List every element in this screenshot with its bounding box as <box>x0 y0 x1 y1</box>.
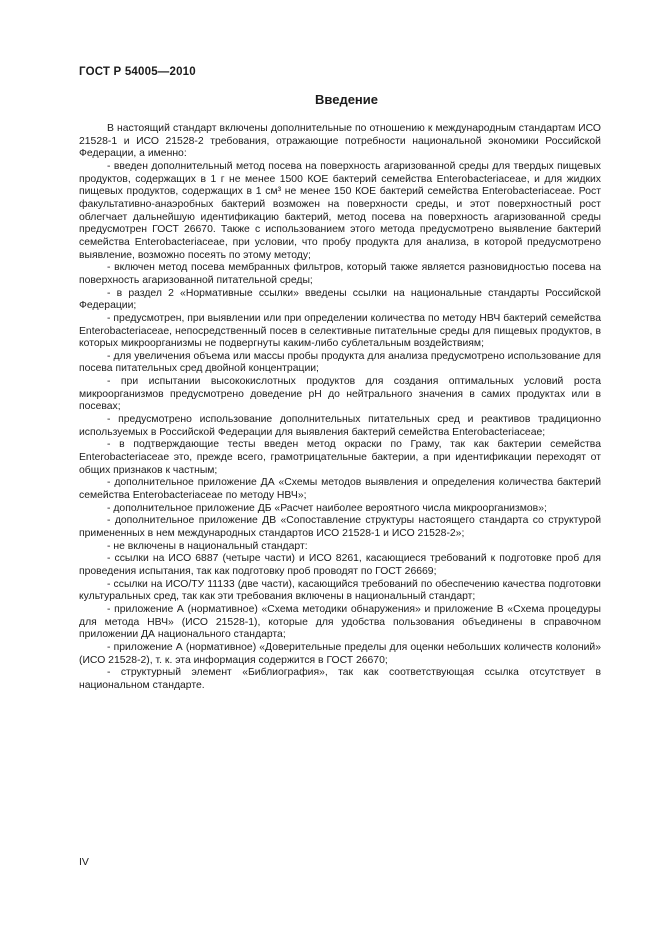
paragraph-intro: В настоящий стандарт включены дополнительные по отношению к международным стандартам ИСО 21528-1 и ИСО 21528-2 требования, отражающие потребности национальной экономики Российской Федерации, а именно: <box>79 123 601 160</box>
introduction-body <box>79 123 601 693</box>
list-item-appendix-db: - дополнительное приложение ДБ «Расчет наиболее вероятного числа микроорганизмов»; <box>107 502 547 514</box>
section-title-container <box>79 92 601 107</box>
section-title: Введение <box>315 92 378 107</box>
list-item-membrane-filters: - включен метод посева мембранных фильтров, который также является разновидностью посева на поверхность агаризованной питательной среды; <box>79 262 601 286</box>
list-item-appendix-da: - дополнительное приложение ДА «Схемы методов выявления и определения количества бактерий семейства Enterobacteriaceae по методу НВЧ»; <box>79 477 601 502</box>
list-item-surface-seeding: - введен дополнительный метод посева на поверхность агаризованной среды для твердых пищевых продуктов, содержащих в 1 г не менее 1500 КОЕ бактерий семейства Enterobacteriaceae, и для жидких пищевых продуктов, содержащих в 1 см³ не менее 150 КОЕ бактерий семейства Enterobacteriaceae. Рост факультативно-анаэробных бактерий возможен на поверхности среды, и этот поверхностный рост облегчает дальнейшую идентификацию бактерий, метод посева на поверхность агаризованной среды предусмотрен ГОСТ 26670. Также с использованием этого метода предусмотрено выявление бактерий семейства Enterobacteriaceae, при условии, что пробу продукта для анализа, в которой предусмотрено выявление, возможно посеять по этому методу; <box>79 160 601 261</box>
list-item-additional-media: - предусмотрено использование дополнительных питательных сред и реактивов традиционно используемых в Российской Федерации для выявления бактерий семейства Enterobacteriaceae; <box>79 414 601 438</box>
list-item-appendix-a-b: - приложение А (нормативное) «Схема методики обнаружения» и приложение В «Схема процедуры для метода НВЧ» (ИСО 21528-1), которые для удобства пользования объединены в справочном приложении ДА национального стандарта; <box>79 603 601 641</box>
list-item-bibliography: - структурный элемент «Библиография», так как соответствующая ссылка отсутствует в национальном стандарте. <box>79 667 601 691</box>
list-item-double-concentration: - для увеличения объема или массы пробы продукта для анализа предусмотрено использование для посева питательных сред двойной концентрации; <box>79 350 601 375</box>
page-number: IV <box>79 856 89 868</box>
list-item-ph-adjustment: - при испытании высококислотных продуктов для создания оптимальных условий роста микроорганизмов предусмотрено доведение рН до нейтрального значения в самих продуктах или в посевах; <box>79 376 601 413</box>
list-item-appendix-dv: - дополнительное приложение ДВ «Сопоставление структуры настоящего стандарта со структурой примененных в нем международных стандартов ИСО 21528-1 и ИСО 21528-2»; <box>79 515 601 539</box>
list-item-gram-stain: - в подтверждающие тесты введен метод окраски по Граму, так как бактерии семейства Enterobacteriaceae это, прежде всего, грамотрицательные бактерии, а при идентификации переходят от общих признаков к частным; <box>79 439 601 476</box>
standard-code-header: ГОСТ Р 54005—2010 <box>79 66 196 78</box>
list-item-appendix-a-confidence: - приложение А (нормативное) «Доверительные пределы для оценки небольших количеств колоний» (ИСО 21528-2), т. к. эта информация содержится в ГОСТ 26670; <box>79 641 601 666</box>
list-item-iso-ts-11133: - ссылки на ИСО/ТУ 11133 (две части), касающийся требований по обеспечению качества подготовки культуральных сред, так как эти требования включены в национальный стандарт; <box>79 578 601 603</box>
list-item-direct-seeding: - предусмотрен, при выявлении или при определении количества по методу НВЧ бактерий семейства Enterobacteriaceae, непосредственный посев в селективные питательные среды для пищевых продуктов, в которых микроорганизмы не подвергнуты каким-либо сублетальным воздействиям; <box>79 312 601 350</box>
list-item-not-included: - не включены в национальный стандарт: <box>107 540 308 552</box>
list-item-iso-6887: - ссылки на ИСО 6887 (четыре части) и ИСО 8261, касающиеся требований к подготовке проб для проведения испытания, так как подготовку проб проводят по ГОСТ 26669; <box>79 553 601 577</box>
list-item-normative-references: - в раздел 2 «Нормативные ссылки» введены ссылки на национальные стандарты Российской Федерации; <box>79 287 601 312</box>
